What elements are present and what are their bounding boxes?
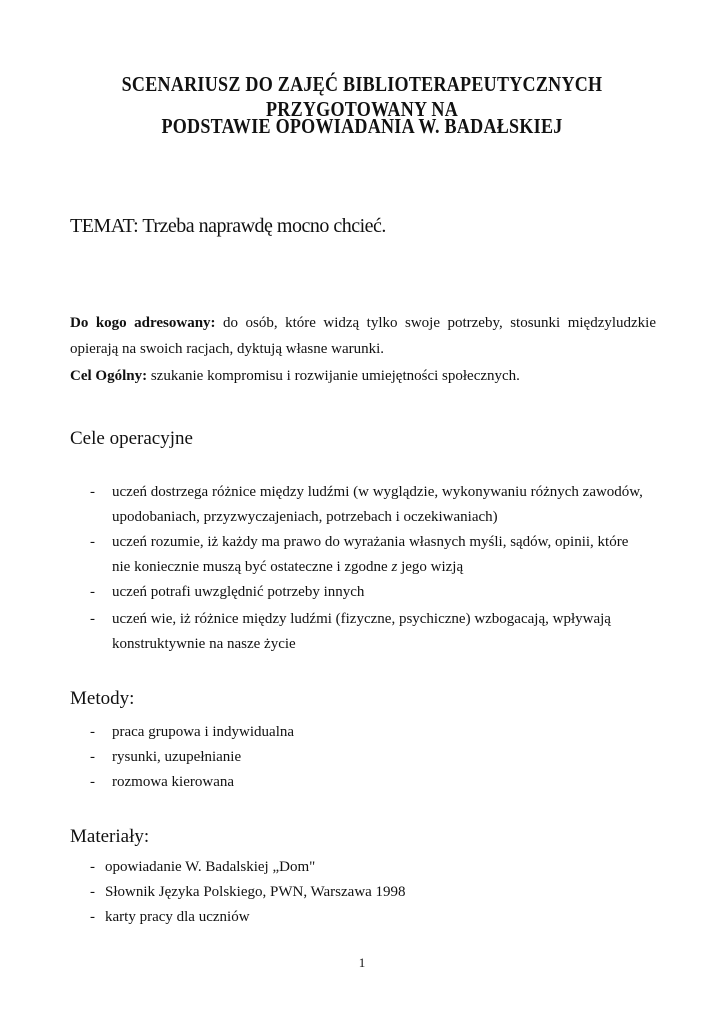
page-number: 1 <box>358 955 366 970</box>
list-item-text: uczeń dostrzega różnice między ludźmi (w wyglądzie, wykonywaniu różnych zawodów, <box>112 484 643 500</box>
materials-heading: Materiały: <box>70 826 150 847</box>
list-item <box>90 480 660 530</box>
list-item <box>90 530 660 580</box>
list-item-text: upodobaniach, przyzwyczajeniach, potrzebach i oczekiwaniach) <box>112 509 498 525</box>
list-item-text: karty pracy dla uczniów <box>105 909 250 925</box>
audience-label: Do kogo adresowany: <box>70 315 216 331</box>
general-goal-text: szukanie kompromisu i rozwijanie umiejętności społecznych. <box>147 368 520 384</box>
general-goal-label: Cel Ogólny: <box>70 368 148 384</box>
audience-text: do osób, które widzą tylko swoje potrzeby, stosunki międzyludzkie opierają na swoich racjach, dyktują własne warunki. <box>70 315 656 357</box>
document-title-line-1: SCENARIUSZ DO ZAJĘĆ BIBLIOTERAPEUTYCZNYCH PRZYGOTOWANY NA <box>121 72 603 121</box>
list-item-text: rozmowa kierowana <box>112 774 235 790</box>
list-item-text: Słownik Języka Polskiego, PWN, Warszawa 1998 <box>105 884 406 900</box>
list-item <box>90 880 406 905</box>
list-item-text: uczeń wie, iż różnice między ludźmi (fizyczne, psychiczne) wzbogacają, wpływają <box>112 611 611 627</box>
list-dash: - <box>90 484 95 500</box>
list-dash: - <box>90 859 95 875</box>
list-item-text: konstruktywnie na nasze życie <box>112 636 296 652</box>
document-title-line-2: PODSTAWIE OPOWIADANIA W. BADAŁSKIEJ <box>161 114 563 138</box>
list-dash: - <box>90 584 95 600</box>
list-dash: - <box>90 774 95 790</box>
list-item <box>90 580 660 605</box>
list-item <box>90 855 406 880</box>
topic-heading: TEMAT: Trzeba naprawdę mocno chcieć. <box>70 215 386 237</box>
list-dash: - <box>90 884 95 900</box>
materials-list <box>90 855 406 930</box>
list-item-text: nie koniecznie muszą być ostateczne i zgodne <box>112 559 392 575</box>
operational-goals-heading: Cele operacyjne <box>70 428 193 449</box>
list-item <box>90 720 294 745</box>
operational-goals-list <box>90 480 660 657</box>
list-dash: - <box>90 611 95 627</box>
list-item-text: jego wizją <box>397 559 464 575</box>
general-goal-paragraph <box>70 363 656 389</box>
audience-paragraph <box>70 310 656 362</box>
list-item <box>90 745 294 770</box>
list-item-text: uczeń potrafi uwzględnić potrzeby innych <box>112 584 365 600</box>
list-item <box>90 770 294 795</box>
list-dash: - <box>90 909 95 925</box>
list-item <box>90 607 660 657</box>
list-item-text: rysunki, uzupełnianie <box>112 749 242 765</box>
list-item-text: praca grupowa i indywidualna <box>112 724 295 740</box>
list-item-text: uczeń rozumie, iż każdy ma prawo do wyrażania własnych myśli, sądów, opinii, które <box>112 534 629 550</box>
methods-list <box>90 720 294 795</box>
list-item <box>90 905 406 930</box>
methods-heading: Metody: <box>70 688 135 709</box>
list-item-text-italic: z <box>391 559 398 575</box>
list-item-text: opowiadanie W. Badalskiej „Dom" <box>105 859 316 875</box>
list-dash: - <box>90 534 95 550</box>
list-dash: - <box>90 724 95 740</box>
list-dash: - <box>90 749 95 765</box>
